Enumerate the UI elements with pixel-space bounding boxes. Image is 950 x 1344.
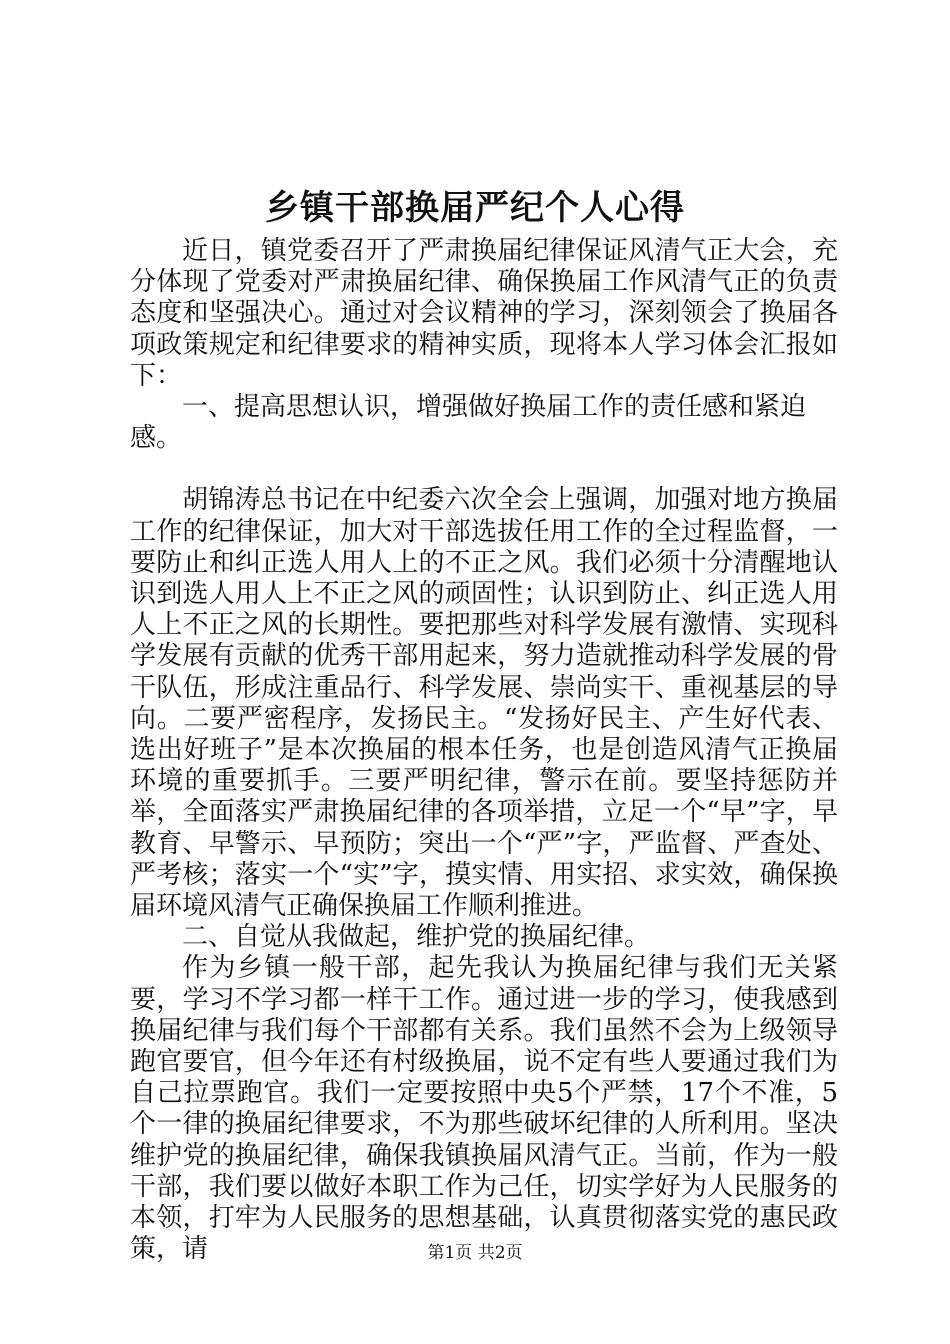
section-heading-two: 二、自觉从我做起，维护党的换届纪律。 <box>182 922 651 953</box>
document-body <box>130 236 838 1266</box>
page-footer: 第1页 共2页 <box>427 1243 523 1263</box>
paragraph-section-two: 作为乡镇一般干部，起先我认为换届纪律与我们无关紧要，学习不学习都一样干工作。通过进一步的学习，使我感到换届纪律与我们每个干部都有关系。我们虽然不会为上级领导跑官要官，但今年还有村级换届，说不定有些人要通过我们为自己拉票跑官。我们一定要按照中央5个严禁，17个不准，5个一律的换届纪律要求，不为那些破坏纪律的人所利用。坚决维护党的换届纪律，确保我镇换届风清气正。当前，作为一般干部，我们要以做好本职工作为己任，切实学好为人民服务的本领，打牢为人民服务的思想基础，认真贯彻落实党的惠民政策，请 <box>130 953 838 1265</box>
paragraph-intro: 近日，镇党委召开了严肃换届纪律保证风清气正大会，充分体现了党委对严肃换届纪律、确保换届工作风清气正的负责态度和坚强决心。通过对会议精神的学习，深刻领会了换届各项政策规定和纪律要求的精神实质，现将本人学习体会汇报如下： <box>130 236 838 391</box>
blank-line <box>130 454 838 485</box>
document-title: 乡镇干部换届严纪个人心得 <box>265 188 685 228</box>
section-heading-one: 一、提高思想认识，增强做好换届工作的责任感和紧迫感。 <box>130 392 807 454</box>
paragraph-section-one: 胡锦涛总书记在中纪委六次全会上强调，加强对地方换届工作的纪律保证，加大对干部选拔任用工作的全过程监督，一要防止和纠正选人用人上的不正之风。我们必须十分清醒地认识到选人用人上不正之风的顽固性；认识到防止、纠正选人用人上不正之风的长期性。要把那些对科学发展有激情、实现科学发展有贡献的优秀干部用起来，努力造就推动科学发展的骨干队伍，形成注重品行、科学发展、崇尚实干、重视基层的导向。二要严密程序，发扬民主。“发扬好民主、产生好代表、选出好班子”是本次换届的根本任务，也是创造风清气正换届环境的重要抓手。三要严明纪律，警示在前。要坚持惩防并举，全面落实严肃换届纪律的各项举措，立足一个“早”字，早教育、早警示、早预防；突出一个“严”字，严监督、严查处、严考核；落实一个“实”字，摸实情、用实招、求实效，确保换届环境风清气正确保换届工作顺利推进。 <box>130 485 838 922</box>
